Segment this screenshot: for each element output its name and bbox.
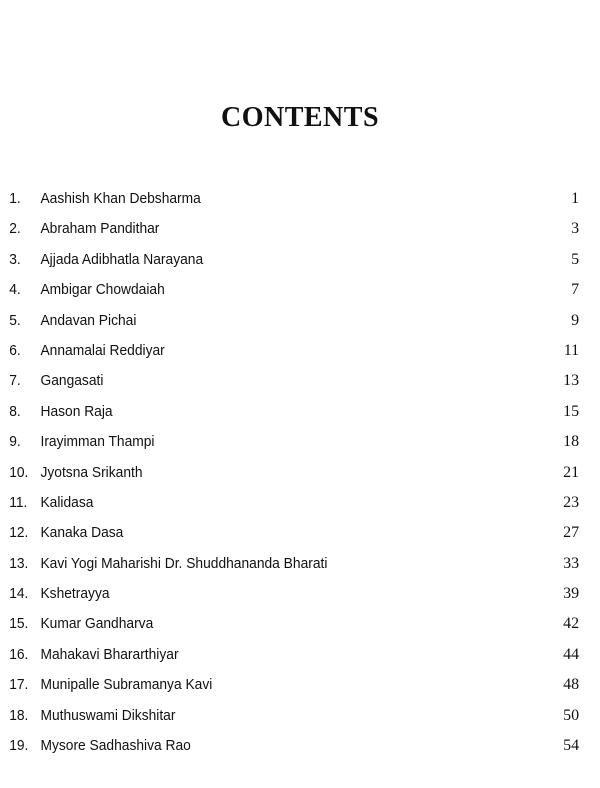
- entry-number: 15.: [9, 615, 29, 633]
- entry-page-number: 21: [563, 463, 580, 481]
- entry-name: Annamalai Reddiyar: [40, 341, 165, 359]
- entry-number: 9.: [9, 433, 21, 451]
- entry-page-number: 1: [571, 190, 580, 207]
- toc-entry[interactable]: [0, 427, 580, 457]
- entry-name: Kumar Gandharva: [40, 615, 154, 633]
- toc-entry[interactable]: [0, 670, 580, 700]
- toc-entry[interactable]: [0, 518, 580, 548]
- entry-number: 5.: [9, 311, 21, 329]
- entry-page-number: 39: [563, 585, 580, 603]
- entry-page-number: 33: [563, 554, 580, 572]
- toc-entry[interactable]: [0, 214, 580, 244]
- entry-number: 17.: [9, 676, 29, 694]
- toc-entry[interactable]: [0, 701, 580, 731]
- toc-entry[interactable]: [0, 549, 580, 579]
- entry-name: Aashish Khan Debsharma: [40, 190, 201, 207]
- toc-entry[interactable]: [0, 609, 580, 639]
- entry-name: Munipalle Subramanya Kavi: [40, 676, 213, 694]
- entry-page-number: 42: [563, 615, 580, 633]
- entry-number: 1.: [9, 190, 21, 207]
- entry-number: 14.: [9, 585, 29, 603]
- entry-number: 18.: [9, 706, 29, 724]
- entry-number: 16.: [9, 645, 29, 663]
- entry-page-number: 15: [563, 402, 580, 420]
- toc-entry[interactable]: [0, 275, 580, 305]
- entry-number: 11.: [9, 493, 28, 511]
- entry-name: Kanaka Dasa: [40, 524, 124, 542]
- toc-entry[interactable]: [0, 640, 580, 670]
- entry-name: Abraham Pandithar: [40, 220, 160, 238]
- entry-number: 10.: [9, 463, 29, 481]
- entry-name: Ambigar Chowdaiah: [40, 281, 165, 299]
- toc-entry[interactable]: [0, 458, 580, 488]
- entry-name: Gangasati: [40, 372, 104, 390]
- entry-page-number: 48: [563, 676, 580, 694]
- entry-name: Kshetrayya: [40, 585, 110, 603]
- entry-number: 3.: [9, 250, 21, 268]
- entry-name: Mysore Sadhashiva Rao: [40, 737, 191, 755]
- entry-name: Hason Raja: [40, 402, 113, 420]
- toc-entry[interactable]: [0, 184, 580, 214]
- entry-page-number: 23: [563, 493, 580, 511]
- entry-page-number: 13: [563, 372, 580, 390]
- entry-page-number: 11: [563, 341, 580, 359]
- entry-number: 2.: [9, 220, 21, 238]
- entry-name: Ajjada Adibhatla Narayana: [40, 250, 204, 268]
- entry-name: Kalidasa: [40, 493, 94, 511]
- entry-number: 6.: [9, 341, 21, 359]
- entry-name: Muthuswami Dikshitar: [40, 706, 176, 724]
- entry-number: 4.: [9, 281, 21, 299]
- entry-number: 12.: [9, 524, 29, 542]
- table-of-contents: [0, 184, 600, 761]
- entry-number: 7.: [9, 372, 21, 390]
- entry-page-number: 18: [563, 433, 580, 451]
- entry-name: Mahakavi Bhararthiyar: [40, 645, 179, 663]
- entry-number: 13.: [9, 554, 29, 572]
- entry-page-number: 5: [571, 250, 580, 268]
- toc-entry[interactable]: [0, 245, 580, 275]
- entry-page-number: 50: [563, 706, 580, 724]
- toc-entry[interactable]: [0, 306, 580, 336]
- entry-page-number: 7: [571, 281, 580, 299]
- entry-name: Andavan Pichai: [40, 311, 137, 329]
- page-title: CONTENTS: [220, 102, 380, 133]
- toc-entry[interactable]: [0, 579, 580, 609]
- entry-number: 19.: [9, 737, 29, 755]
- toc-entry[interactable]: [0, 397, 580, 427]
- entry-name: Jyotsna Srikanth: [40, 463, 143, 481]
- entry-page-number: 54: [563, 737, 580, 755]
- toc-entry[interactable]: [0, 336, 580, 366]
- entry-page-number: 9: [571, 311, 580, 329]
- entry-name: Irayimman Thampi: [40, 433, 155, 451]
- entry-page-number: 27: [563, 524, 580, 542]
- entry-page-number: 3: [571, 220, 580, 238]
- entry-name: Kavi Yogi Maharishi Dr. Shuddhananda Bharati: [40, 554, 328, 572]
- toc-entry[interactable]: [0, 488, 580, 518]
- entry-number: 8.: [9, 402, 21, 420]
- entry-page-number: 44: [563, 645, 580, 663]
- toc-entry[interactable]: [0, 731, 580, 761]
- toc-entry[interactable]: [0, 366, 580, 396]
